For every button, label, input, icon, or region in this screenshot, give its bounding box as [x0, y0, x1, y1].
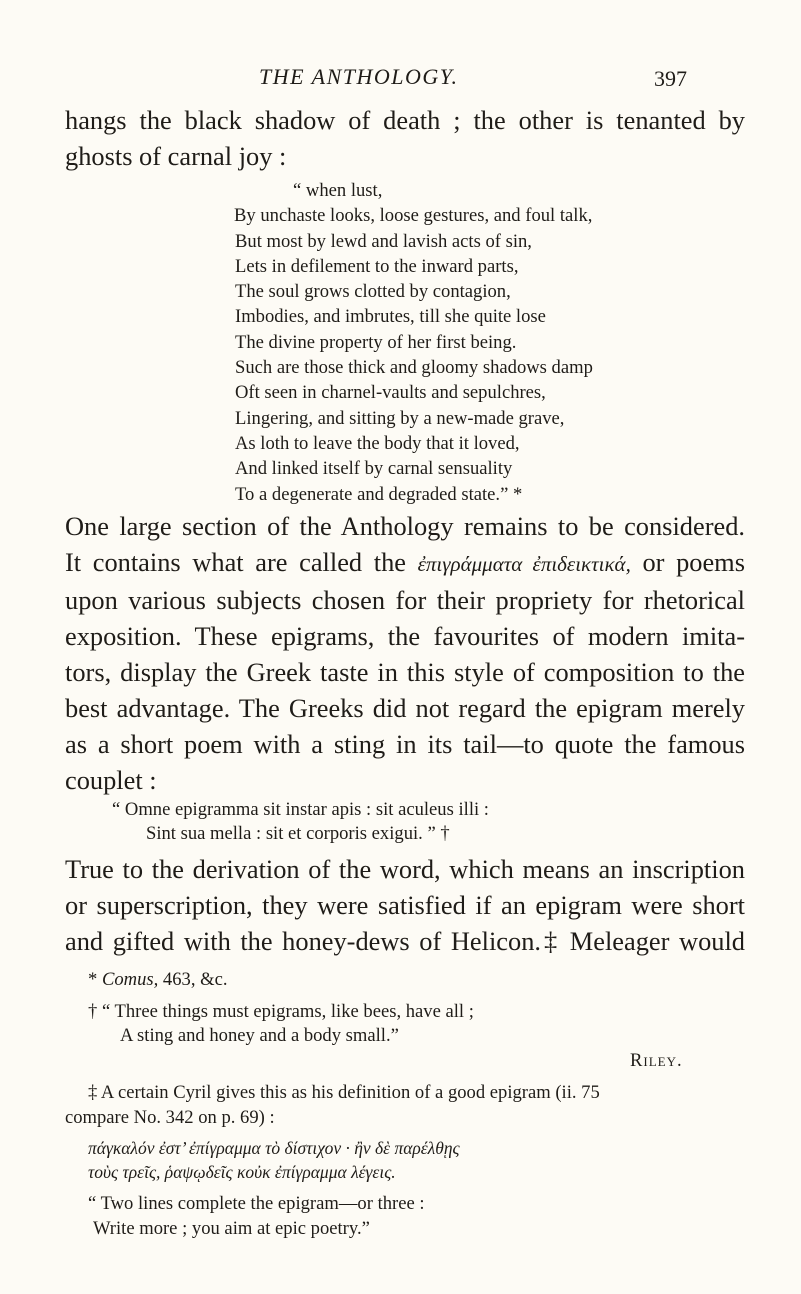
- text-line: couplet :: [65, 765, 157, 795]
- verse-line: The divine property of her first being.: [235, 331, 517, 353]
- text-line: hangs the black shadow of death ; the other is tenanted by: [65, 105, 745, 135]
- verse-line: “ when lust,: [293, 180, 383, 201]
- verse-line: To a degenerate and degraded state.” *: [235, 483, 523, 505]
- footnote-star: [65, 968, 755, 993]
- verse-line: Sint sua mella : sit et corporis exigui. ” †: [146, 823, 450, 844]
- verse-line: The soul grows clotted by contagion,: [235, 281, 511, 303]
- footnote-mark: *: [88, 969, 98, 990]
- comus-quotation: [235, 178, 755, 507]
- text-line: [65, 544, 745, 582]
- page-header: [0, 64, 801, 94]
- text-line: True to the derivation of the word, which means an inscription: [65, 854, 745, 884]
- text-fragment: or poems: [630, 547, 745, 577]
- text-line: and gifted with the honey-dews of Helicon.‡ Meleager would: [65, 926, 745, 956]
- work-title: Comus,: [101, 969, 159, 990]
- text-line: tors, display the Greek taste in this style of composition to the: [65, 657, 745, 687]
- latin-couplet: [112, 798, 732, 846]
- verse-line: As loth to leave the body that it loved,: [235, 432, 520, 454]
- verse-line: “ Omne epigramma sit instar apis : sit aculeus illi :: [112, 799, 489, 820]
- translation-line: Write more ; you aim at epic poetry.”: [93, 1217, 370, 1239]
- verse-line: And linked itself by carnal sensuality: [235, 458, 513, 480]
- paragraph-3: [65, 851, 745, 959]
- greek-epigram-line: τοὺς τρεῖς, ῥαψῳδεῖς κοὐκ ἐπίγραμμα λέγεις.: [88, 1162, 396, 1182]
- text-line: One large section of the Anthology remains to be considered.: [65, 511, 745, 541]
- footnote-ddagger-line: ‡ A certain Cyril gives this as his definition of a good epigram (ii. 75: [88, 1082, 600, 1103]
- verse-line: Such are those thick and gloomy shadows damp: [235, 357, 593, 379]
- page-number: 397: [654, 66, 687, 91]
- paragraph-2: [65, 508, 745, 798]
- footnote-text: 463, &c.: [162, 969, 228, 990]
- greek-epigram-line: πάγκαλόν ἐστ’ ἐπίγραμμα τὸ δίστιχον · ἢν δὲ παρέλθῃς: [88, 1138, 460, 1158]
- verse-line: Lets in defilement to the inward parts,: [235, 255, 519, 277]
- paragraph-1: [65, 102, 745, 174]
- translation-line: “ Two lines complete the epigram—or three :: [88, 1193, 425, 1214]
- text-line: ghosts of carnal joy :: [65, 141, 287, 171]
- verse-line: Imbodies, and imbrutes, till she quite lose: [235, 306, 546, 328]
- greek-phrase: ἐπιγράμματα ἐπιδεικτικά,: [417, 552, 631, 576]
- footnote-dagger-line: A sting and honey and a body small.”: [120, 1025, 399, 1046]
- footnote-attribution: Riley.: [630, 1049, 683, 1071]
- text-line: exposition. These epigrams, the favourites of modern imita-: [65, 621, 745, 651]
- footnote-ddagger-line: compare No. 342 on p. 69) :: [65, 1106, 275, 1128]
- text-line: or superscription, they were satisfied if an epigram were short: [65, 890, 745, 920]
- verse-line: Lingering, and sitting by a new-made grave,: [235, 407, 565, 429]
- footnotes: [65, 968, 755, 1241]
- verse-line: But most by lewd and lavish acts of sin,: [235, 230, 532, 252]
- running-head: THE ANTHOLOGY.: [259, 64, 459, 89]
- text-line: upon various subjects chosen for their propriety for rhetorical: [65, 585, 745, 615]
- text-fragment: It contains what are called the: [65, 547, 418, 577]
- text-line: best advantage. The Greeks did not regard the epigram merely: [65, 693, 745, 723]
- verse-line: Oft seen in charnel-vaults and sepulchres,: [235, 382, 546, 404]
- text-line: as a short poem with a sting in its tail—to quote the famous: [65, 729, 745, 759]
- footnote-dagger-line: † “ Three things must epigrams, like bees, have all ;: [88, 1000, 474, 1022]
- verse-line: By unchaste looks, loose gestures, and foul talk,: [234, 205, 593, 227]
